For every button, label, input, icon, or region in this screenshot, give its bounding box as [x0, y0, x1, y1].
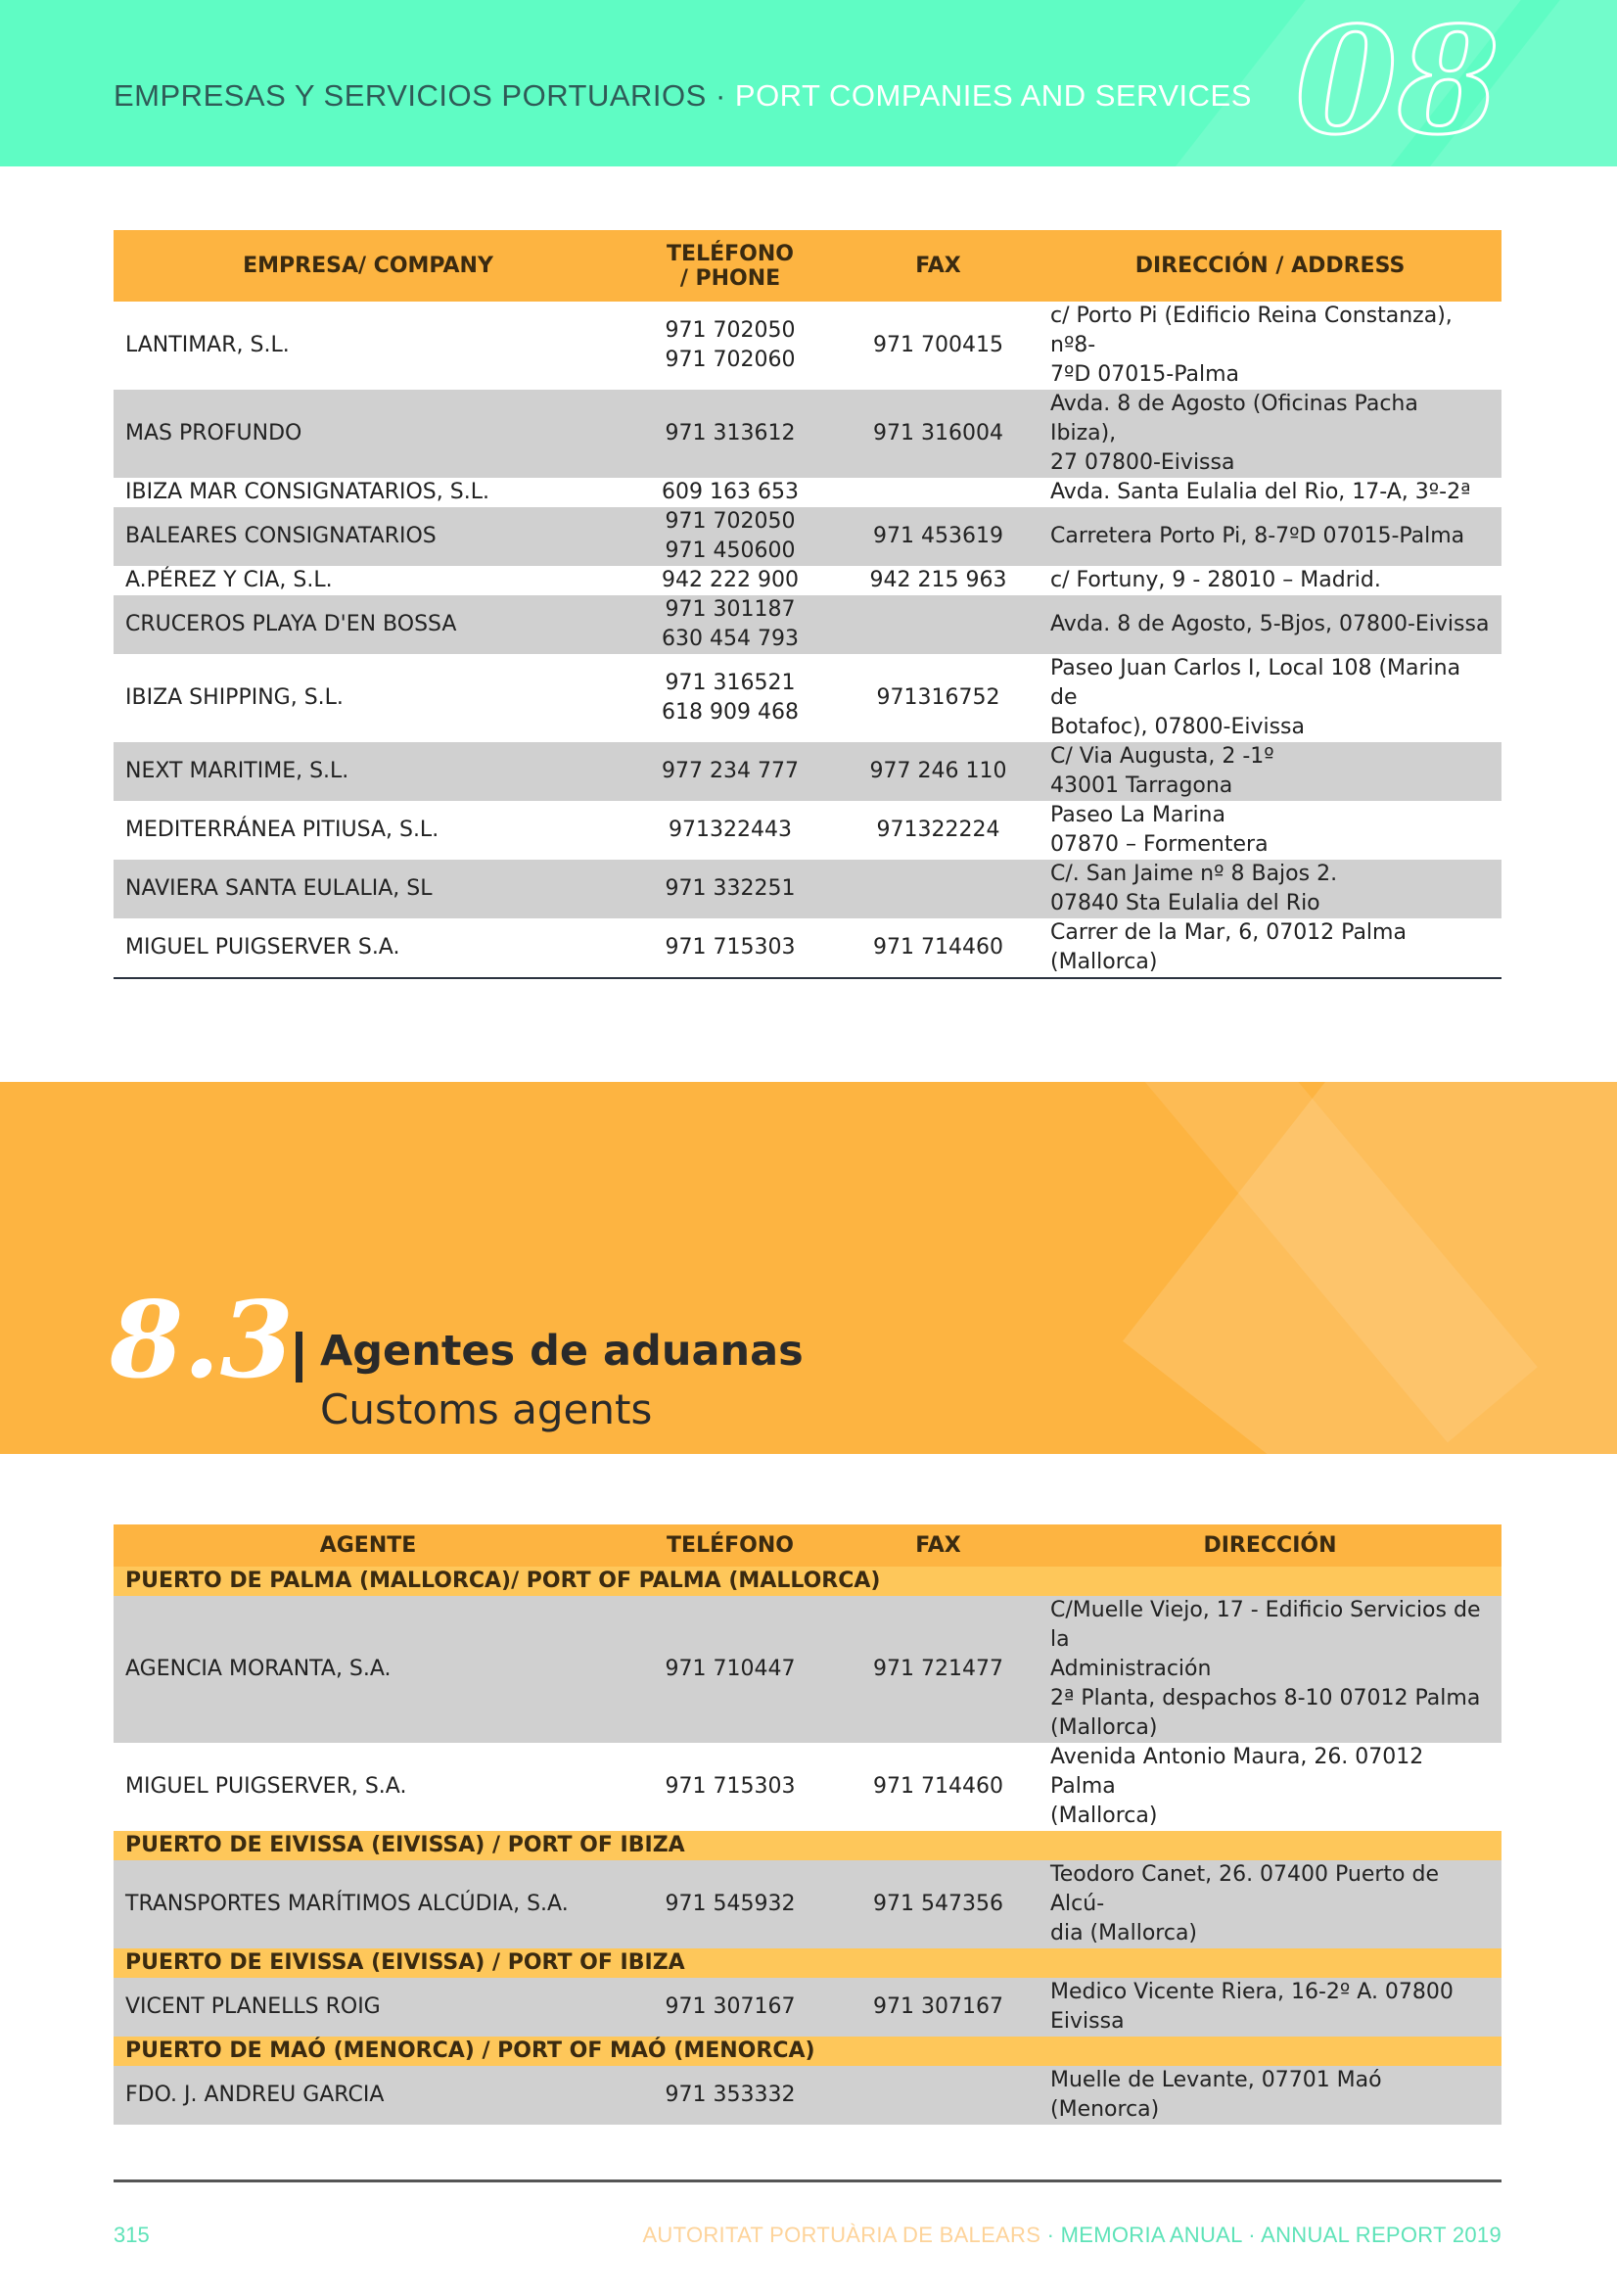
address-cell: Carrer de la Mar, 6, 07012 Palma (Mallorca)	[1050, 920, 1407, 974]
column-header: TELÉFONO	[623, 1524, 838, 1567]
port-group-row	[114, 1948, 1502, 1978]
phone-cell: 971 710447	[623, 1596, 838, 1743]
column-header: EMPRESA/ COMPANY	[114, 230, 623, 302]
column-header: TELÉFONO / PHONE	[623, 230, 838, 302]
column-header: FAX	[838, 1524, 1039, 1567]
fax-cell	[838, 2066, 1039, 2125]
fax-cell	[838, 595, 1039, 654]
address-cell: C/. San Jaime nº 8 Bajos 2. 07840 Sta Eulalia del Rio	[1039, 860, 1502, 918]
page-number: 315	[114, 2223, 150, 2247]
phone-cell: 971 332251	[623, 860, 838, 918]
footer-report: · MEMORIA ANUAL · ANNUAL REPORT 2019	[1040, 2223, 1502, 2247]
table-row	[114, 918, 1502, 978]
agent-cell: FDO. J. ANDREU GARCIA	[114, 2066, 623, 2125]
company-cell: NAVIERA SANTA EULALIA, SL	[114, 860, 623, 918]
port-group-label: PUERTO DE MAÓ (MENORCA) / PORT OF MAÓ (MENORCA)	[114, 2037, 1502, 2066]
table-row	[114, 654, 1502, 742]
fax-cell: 971 721477	[838, 1596, 1039, 1743]
column-header: FAX	[838, 230, 1039, 302]
column-header: DIRECCIÓN	[1039, 1524, 1502, 1567]
phone-cell: 971 301187 630 454 793	[623, 595, 838, 654]
fax-cell: 971 714460	[873, 935, 1003, 960]
fax-cell: 971 316004	[838, 390, 1039, 478]
agent-cell: TRANSPORTES MARÍTIMOS ALCÚDIA, S.A.	[114, 1860, 623, 1948]
fax-cell	[838, 860, 1039, 918]
column-header: AGENTE	[114, 1524, 623, 1567]
agent-cell: MIGUEL PUIGSERVER, S.A.	[125, 1774, 407, 1799]
fax-cell: 971 547356	[838, 1860, 1039, 1948]
address-cell: C/Muelle Viejo, 17 - Edificio Servicios de la Administración 2ª Planta, despachos 8-10 07012 Palma (Mallorca)	[1039, 1596, 1502, 1743]
phone-cell: 971 702050 971 450600	[623, 507, 838, 566]
address-cell: Paseo Juan Carlos I, Local 108 (Marina de Botafoc), 07800-Eivissa	[1050, 656, 1461, 739]
phone-cell: 977 234 777	[623, 742, 838, 801]
company-cell: IBIZA SHIPPING, S.L.	[125, 685, 344, 710]
company-cell: MAS PROFUNDO	[114, 390, 623, 478]
port-group-label: PUERTO DE EIVISSA (EIVISSA) / PORT OF IBIZA	[114, 1948, 1502, 1978]
port-group-row	[114, 1567, 1502, 1596]
section-banner	[0, 1082, 1617, 1454]
fax-cell: 942 215 963	[869, 568, 1007, 592]
customs-agents-table	[114, 1524, 1502, 2125]
company-cell: CRUCEROS PLAYA D'EN BOSSA	[114, 595, 623, 654]
fax-cell: 971 714460	[873, 1774, 1003, 1799]
address-cell: Muelle de Levante, 07701 Maó (Menorca)	[1039, 2066, 1502, 2125]
section-divider	[296, 1332, 302, 1382]
company-cell: NEXT MARITIME, S.L.	[114, 742, 623, 801]
table-row	[114, 595, 1502, 654]
port-group-row	[114, 2037, 1502, 2066]
footer-org: AUTORITAT PORTUÀRIA DE BALEARS	[642, 2223, 1041, 2247]
company-cell: LANTIMAR, S.L.	[125, 333, 290, 357]
fax-cell: 977 246 110	[838, 742, 1039, 801]
company-cell: MEDITERRÁNEA PITIUSA, S.L.	[125, 818, 439, 842]
column-header: DIRECCIÓN / ADDRESS	[1039, 230, 1502, 302]
agent-cell: AGENCIA MORANTA, S.A.	[114, 1596, 623, 1743]
phone-cell: 971 307167	[623, 1978, 838, 2037]
address-cell: Medico Vicente Riera, 16-2º A. 07800 Eivissa	[1039, 1978, 1502, 2037]
table-header-row	[114, 230, 1502, 302]
section-subtitle: Customs agents	[320, 1385, 653, 1433]
port-group-row	[114, 1831, 1502, 1860]
table-row	[114, 1743, 1502, 1831]
agent-cell: VICENT PLANELLS ROIG	[114, 1978, 623, 2037]
address-cell: c/ Porto Pi (Edificio Reina Constanza), nº8- 7ºD 07015-Palma	[1050, 304, 1453, 387]
table-row	[114, 390, 1502, 478]
phone-cell: 971322443	[669, 818, 792, 842]
table-row	[114, 478, 1502, 507]
table-row	[114, 507, 1502, 566]
header-title-es: EMPRESAS Y SERVICIOS PORTUARIOS ·	[114, 78, 735, 113]
port-group-label: PUERTO DE EIVISSA (EIVISSA) / PORT OF IBIZA	[114, 1831, 1502, 1860]
chapter-number: 08	[1295, 0, 1500, 166]
address-cell: Avda. 8 de Agosto, 5-Bjos, 07800-Eivissa	[1039, 595, 1502, 654]
table-row	[114, 2066, 1502, 2125]
address-cell: Avenida Antonio Maura, 26. 07012 Palma (Mallorca)	[1050, 1745, 1424, 1828]
company-cell: BALEARES CONSIGNATARIOS	[114, 507, 623, 566]
phone-cell: 971 316521 618 909 468	[662, 671, 799, 725]
table-row	[114, 1978, 1502, 2037]
table-row	[114, 302, 1502, 390]
port-group-label: PUERTO DE PALMA (MALLORCA)/ PORT OF PALMA (MALLORCA)	[114, 1567, 1502, 1596]
phone-cell: 971 715303	[665, 1774, 796, 1799]
phone-cell: 971 313612	[623, 390, 838, 478]
phone-cell: 971 715303	[665, 935, 796, 960]
fax-cell: 971316752	[876, 685, 1000, 710]
company-cell: A.PÉREZ Y CIA, S.L.	[125, 568, 333, 592]
address-cell: C/ Via Augusta, 2 -1º 43001 Tarragona	[1039, 742, 1502, 801]
footer-text	[642, 2223, 1502, 2248]
section-number: 8.3	[110, 1279, 294, 1402]
fax-cell: 971 700415	[873, 333, 1003, 357]
header-title	[114, 78, 1252, 114]
phone-cell: 942 222 900	[662, 568, 799, 592]
address-cell: Teodoro Canet, 26. 07400 Puerto de Alcú- dia (Mallorca)	[1039, 1860, 1502, 1948]
phone-cell: 971 545932	[623, 1860, 838, 1948]
address-cell: Avda. 8 de Agosto (Oficinas Pacha Ibiza), 27 07800-Eivissa	[1039, 390, 1502, 478]
header-title-en: PORT COMPANIES AND SERVICES	[734, 78, 1252, 113]
fax-cell	[838, 478, 1039, 507]
table-row	[114, 566, 1502, 595]
address-cell: c/ Fortuny, 9 - 28010 – Madrid.	[1050, 568, 1381, 592]
fax-cell: 971 307167	[838, 1978, 1039, 2037]
phone-cell: 609 163 653	[662, 480, 799, 504]
table-row	[114, 1596, 1502, 1743]
footer-rule	[114, 2179, 1502, 2182]
phone-cell: 971 353332	[623, 2066, 838, 2125]
page-header	[0, 0, 1617, 166]
companies-table	[114, 230, 1502, 979]
table-header-row	[114, 1524, 1502, 1567]
company-cell: MIGUEL PUIGSERVER S.A.	[125, 935, 400, 960]
table-row	[114, 742, 1502, 801]
table-row	[114, 860, 1502, 918]
address-cell: Avda. Santa Eulalia del Rio, 17-A, 3º-2ª	[1050, 480, 1471, 504]
phone-cell: 971 702050 971 702060	[665, 318, 796, 372]
company-cell: IBIZA MAR CONSIGNATARIOS, S.L.	[125, 480, 489, 504]
table-row	[114, 801, 1502, 860]
address-cell: Carretera Porto Pi, 8-7ºD 07015-Palma	[1039, 507, 1502, 566]
address-cell: Paseo La Marina 07870 – Formentera	[1050, 803, 1269, 857]
fax-cell: 971 453619	[838, 507, 1039, 566]
section-title: Agentes de aduanas	[320, 1327, 804, 1376]
fax-cell: 971322224	[876, 818, 1000, 842]
table-row	[114, 1860, 1502, 1948]
